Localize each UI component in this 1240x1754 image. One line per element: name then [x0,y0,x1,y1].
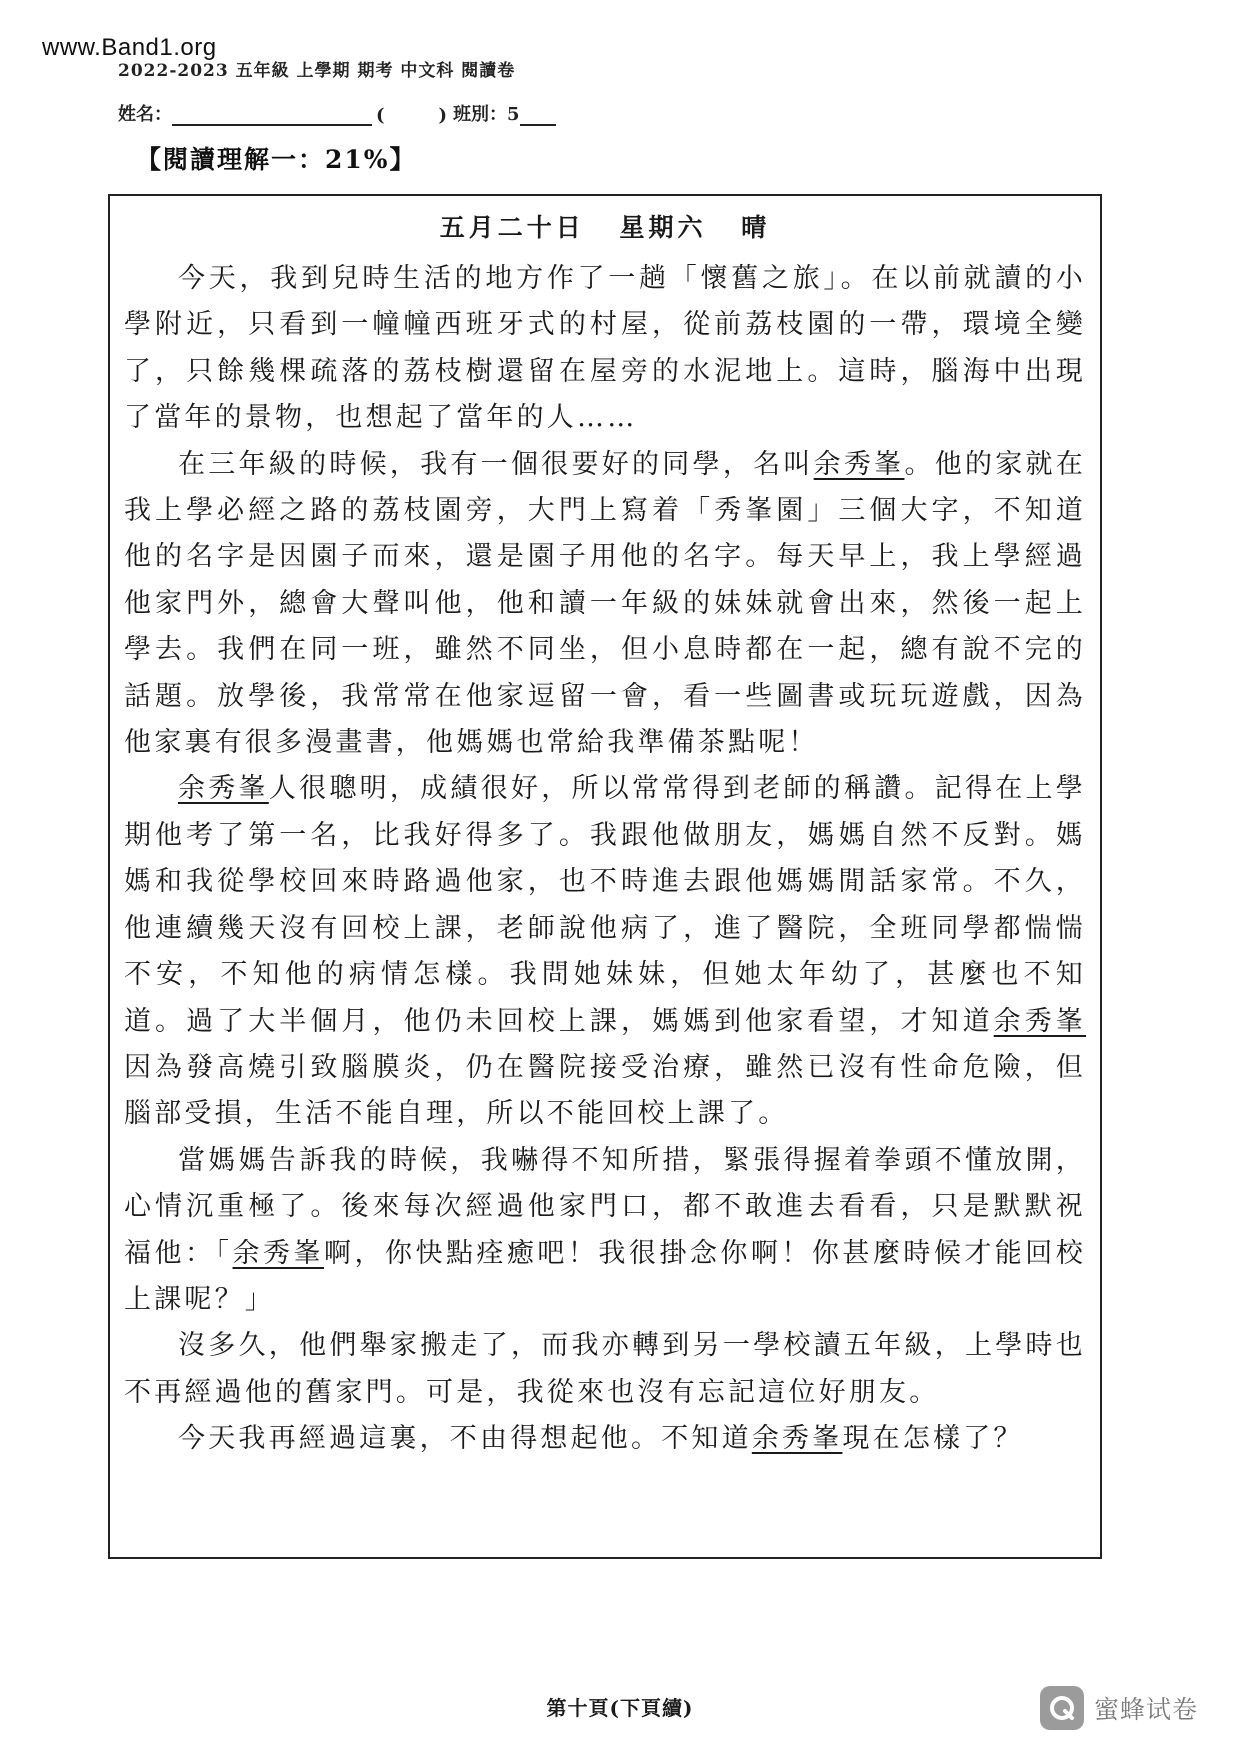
proper-name: 余秀峯 [232,1237,324,1269]
passage-body [124,256,1086,1463]
paragraph-text: 啊，你快點痊癒吧！我很掛念你啊！你甚麼時候才能回校上課呢？」 [124,1237,1086,1315]
paragraph-text: 人很聰明，成績很好，所以常常得到老師的稱讚。記得在上學期他考了第一名，比我好得多了。我跟他做朋友，媽媽自然不反對。媽媽和我從學校回來時路過他家，也不時進去跟他媽媽閒話家常。不久，他連續幾天沒有回校上課，老師說他病了，進了醫院，全班同學都惴惴不安，不知他的病情怎樣。我問她妹妹，但她太年幼了，甚麼也不知道。過了大半個月，他仍未回校上課，媽媽到他家看望，才知道 [124,773,1086,1037]
name-blank [172,106,372,126]
watermark [1040,1686,1198,1730]
paragraph-2 [124,442,1086,767]
paragraph-1 [124,256,1086,442]
passage-box [108,194,1102,1559]
watermark-text: 蜜蜂试卷 [1093,1695,1198,1724]
page-footer: 第十頁(下頁續) [546,1696,694,1720]
paragraph-text: 因為發高燒引致腦膜炎，仍在醫院接受治療，雖然已沒有性命危險，但腦部受損，生活不能自理，所以不能回校上課了。 [124,1051,1086,1130]
paragraph-text: 現在怎樣了？ [842,1423,1024,1455]
student-info-line [118,100,556,126]
paragraph-text: 當媽媽告訴我的時候，我嚇得不知所措，緊張得握着拳頭不懂放開，心情沉重極了。後來每次經過他家門口，都不敢進去看看，只是默默祝福他：「 [124,1144,1086,1269]
paragraph-text: 今天我再經過這裏，不由得想起他。不知道 [178,1423,752,1455]
passage-date-line: 五月二十日 星期六 晴 [439,213,771,242]
paren-open: ( [376,105,385,126]
bee-logo-icon [1040,1686,1084,1730]
paragraph-5 [124,1323,1086,1416]
paragraph-4 [124,1138,1086,1324]
paragraph-text: 沒多久，他們舉家搬走了，而我亦轉到另一學校讀五年級，上學時也不再經過他的舊家門。可是，我從來也沒有忘記這位好朋友。 [124,1330,1086,1408]
paragraph-3 [124,766,1086,1137]
proper-name: 余秀峯 [751,1423,843,1455]
exam-header: 2022-2023 五年級 上學期 期考 中文科 閱讀卷 [118,61,516,81]
paren-close: ) [438,105,448,126]
paragraph-text: 。他的家就在我上學必經之路的荔枝園旁，大門上寫着「秀峯園」三個大字，不知道他的名字是因園子而來，還是園子用他的名字。每天早上，我上學經過他家門外，總會大聲叫他，他和讀一年級的妹妹就會出來，然後一起上學去。我們在同一班，雖然不同坐，但小息時都在一起，總有說不完的話題。放學後，我常常在他家逗留一會，看一些圖書或玩玩遊戲，因為他家裏有很多漫畫書，他媽媽也常給我準備茶點呢！ [124,448,1086,759]
paragraph-text: 今天，我到兒時生活的地方作了一趟「懷舊之旅」。在以前就讀的小學附近，只看到一幢幢西班牙式的村屋，從前荔枝園的一帶，環境全變了，只餘幾棵疏落的荔枝樹還留在屋旁的水泥地上。這時，腦海中出現了當年的景物，也想起了當年的人…… [124,263,1086,434]
section-title: 【閱讀理解一：21%】 [136,145,417,174]
site-url: www.Band1.org [42,34,217,61]
class-label: 班別：5 [453,104,520,125]
class-blank [520,106,556,126]
paragraph-text: 在三年級的時候，我有一個很要好的同學，名叫 [178,448,814,480]
name-label: 姓名： [118,104,172,125]
paragraph-6 [124,1416,1086,1462]
proper-name: 余秀峯 [178,773,269,805]
proper-name: 余秀峯 [993,1005,1086,1037]
proper-name: 余秀峯 [813,448,905,480]
